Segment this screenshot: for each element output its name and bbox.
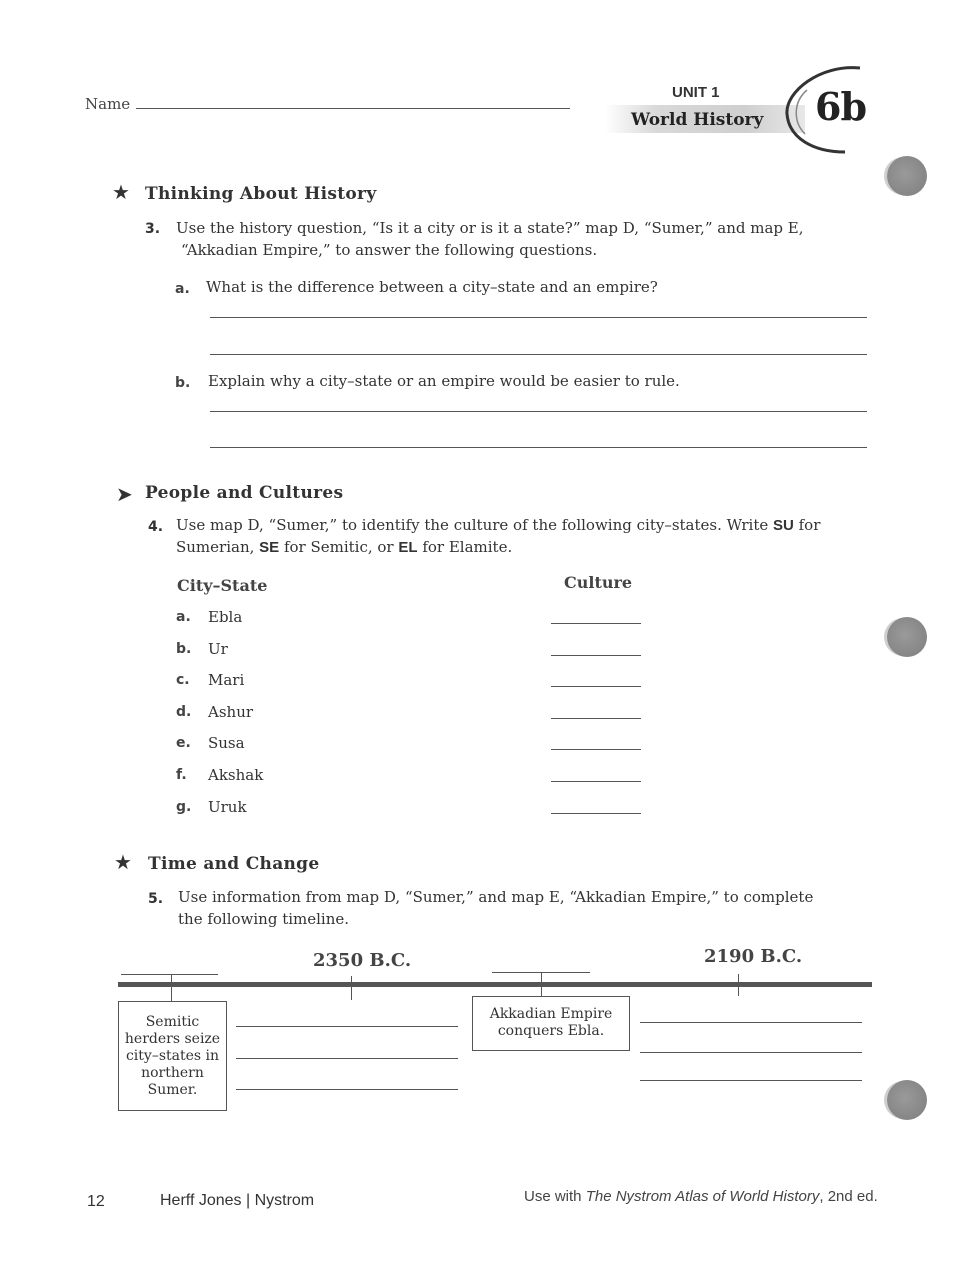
list-item <box>176 669 656 701</box>
event-answer-line[interactable] <box>236 1026 458 1027</box>
event-text-line: city–states in <box>125 1048 220 1064</box>
question-number: 4. <box>148 519 164 535</box>
culture-answer-line[interactable] <box>551 813 641 814</box>
event-text-line: Semitic <box>145 1014 200 1030</box>
event-text-line: Akkadian Empire <box>489 1006 613 1022</box>
section-title-thinking: Thinking About History <box>145 184 377 204</box>
question-text: Use map D, “Sumer,” to identify the culture of the following city–states. Write SU for <box>176 516 821 534</box>
timeline-tick <box>541 972 542 998</box>
culture-answer-line[interactable] <box>551 655 641 656</box>
event-text-line: northern <box>141 1065 204 1081</box>
culture-answer-line[interactable] <box>551 718 641 719</box>
city-name: Ebla <box>208 608 243 626</box>
timeline-bar <box>118 982 872 987</box>
culture-answer-line[interactable] <box>551 623 641 624</box>
question-text: “Akkadian Empire,” to answer the following questions. <box>181 241 598 259</box>
list-item <box>176 732 656 764</box>
question-text: Sumerian, SE for Semitic, or EL for Elamite. <box>176 538 513 556</box>
star-icon: ★ <box>114 850 132 874</box>
culture-answer-line[interactable] <box>551 781 641 782</box>
list-item <box>176 796 656 828</box>
list-item <box>176 764 656 796</box>
list-item <box>176 701 656 733</box>
date-answer-line[interactable] <box>121 974 218 975</box>
timeline-event-box <box>118 1001 227 1111</box>
item-letter: g. <box>176 799 192 815</box>
tab-code: 6b <box>815 84 867 129</box>
city-name: Ashur <box>208 703 254 721</box>
page-number: 12 <box>87 1193 105 1210</box>
item-letter: a. <box>175 281 190 297</box>
binder-hole-icon <box>887 156 927 196</box>
name-input-line[interactable] <box>136 108 570 109</box>
binder-hole-icon <box>887 1080 927 1120</box>
culture-answer-line[interactable] <box>551 749 641 750</box>
question-text: Use the history question, “Is it a city or is it a state?” map D, “Sumer,” and map E, <box>176 219 804 237</box>
event-answer-line[interactable] <box>640 1052 862 1053</box>
star-icon: ★ <box>112 180 130 204</box>
name-label: Name <box>85 95 131 113</box>
subquestion-b-text: Explain why a city–state or an empire would be easier to rule. <box>208 372 680 390</box>
answer-line[interactable] <box>210 354 867 355</box>
event-answer-line[interactable] <box>236 1089 458 1090</box>
unit-label: UNIT 1 <box>672 84 720 101</box>
column-header-city: City–State <box>177 576 268 595</box>
event-text-line: herders seize <box>124 1031 221 1047</box>
item-letter: b. <box>176 641 192 657</box>
section-title-people: People and Cultures <box>145 483 344 503</box>
list-item <box>176 606 656 638</box>
item-letter: d. <box>176 704 192 720</box>
city-name: Akshak <box>208 766 264 784</box>
timeline-date-2350: 2350 B.C. <box>313 950 412 971</box>
column-header-culture: Culture <box>564 573 633 592</box>
timeline-tick <box>171 974 172 1002</box>
item-letter: b. <box>175 375 191 391</box>
answer-line[interactable] <box>210 317 867 318</box>
question-number: 3. <box>145 221 161 237</box>
question-number: 5. <box>148 891 164 907</box>
timeline-date-2190: 2190 B.C. <box>704 946 803 967</box>
city-name: Ur <box>208 640 228 658</box>
item-letter: a. <box>176 609 191 625</box>
subject-title: World History <box>631 110 764 130</box>
arrow-icon: ➤ <box>116 482 133 506</box>
city-name: Susa <box>208 734 245 752</box>
question-text: the following timeline. <box>178 910 350 928</box>
culture-answer-line[interactable] <box>551 686 641 687</box>
item-letter: e. <box>176 735 191 751</box>
event-text-line: conquers Ebla. <box>497 1023 605 1039</box>
list-item <box>176 638 656 670</box>
timeline-event-box <box>472 996 630 1051</box>
binder-hole-icon <box>887 617 927 657</box>
city-name: Uruk <box>208 798 247 816</box>
timeline-tick <box>738 974 739 996</box>
answer-line[interactable] <box>210 447 867 448</box>
event-answer-line[interactable] <box>236 1058 458 1059</box>
subquestion-a-text: What is the difference between a city–state and an empire? <box>206 278 658 296</box>
publisher-name: Herff Jones | Nystrom <box>160 1192 315 1209</box>
event-answer-line[interactable] <box>640 1080 862 1081</box>
timeline-tick <box>351 976 352 1000</box>
event-answer-line[interactable] <box>640 1022 862 1023</box>
section-title-time: Time and Change <box>148 854 320 874</box>
atlas-reference: Use with The Nystrom Atlas of World History, 2nd ed. <box>524 1188 878 1205</box>
item-letter: c. <box>176 672 190 688</box>
event-text-line: Sumer. <box>147 1082 198 1098</box>
question-text: Use information from map D, “Sumer,” and map E, “Akkadian Empire,” to complete <box>178 888 814 906</box>
city-name: Mari <box>208 671 245 689</box>
item-letter: f. <box>176 767 187 783</box>
answer-line[interactable] <box>210 411 867 412</box>
